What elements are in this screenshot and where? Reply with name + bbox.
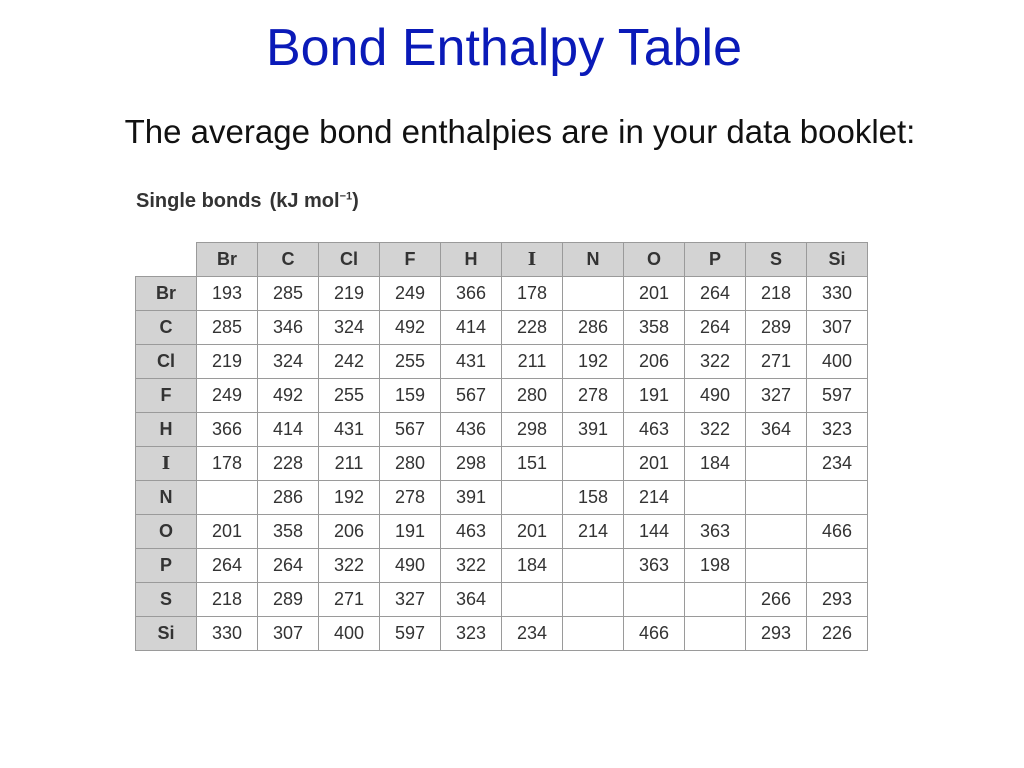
bond-enthalpy-cell: 324: [258, 345, 319, 379]
table-row: [136, 515, 868, 549]
bond-enthalpy-cell: 206: [624, 345, 685, 379]
bond-enthalpy-cell: 264: [258, 549, 319, 583]
bond-enthalpy-cell: 228: [502, 311, 563, 345]
bond-enthalpy-cell: 218: [746, 277, 807, 311]
bond-enthalpy-cell: 271: [746, 345, 807, 379]
bond-enthalpy-cell: 218: [197, 583, 258, 617]
bond-enthalpy-cell: 327: [380, 583, 441, 617]
bond-enthalpy-cell: [685, 481, 746, 515]
bond-enthalpy-cell: 391: [563, 413, 624, 447]
bond-enthalpy-cell: 242: [319, 345, 380, 379]
bond-enthalpy-cell: 249: [380, 277, 441, 311]
bond-enthalpy-cell: [563, 447, 624, 481]
col-header: Si: [807, 243, 868, 277]
bond-enthalpy-cell: 219: [197, 345, 258, 379]
bond-enthalpy-cell: [685, 617, 746, 651]
bond-enthalpy-cell: [746, 549, 807, 583]
row-header: Si: [136, 617, 197, 651]
bond-enthalpy-cell: 597: [807, 379, 868, 413]
bond-enthalpy-cell: [746, 481, 807, 515]
row-header: O: [136, 515, 197, 549]
corner-cell: [136, 243, 197, 277]
col-header: Br: [197, 243, 258, 277]
bond-enthalpy-cell: 330: [197, 617, 258, 651]
bond-enthalpy-cell: 214: [563, 515, 624, 549]
bond-enthalpy-cell: 192: [563, 345, 624, 379]
bond-enthalpy-cell: 298: [502, 413, 563, 447]
bond-enthalpy-cell: [563, 583, 624, 617]
bond-enthalpy-cell: [746, 515, 807, 549]
bond-enthalpy-cell: [807, 549, 868, 583]
bond-enthalpy-cell: 293: [746, 617, 807, 651]
col-header: S: [746, 243, 807, 277]
bond-enthalpy-cell: 436: [441, 413, 502, 447]
bond-enthalpy-cell: 285: [258, 277, 319, 311]
bond-enthalpy-cell: [563, 277, 624, 311]
bond-enthalpy-cell: 323: [807, 413, 868, 447]
bond-enthalpy-cell: 327: [746, 379, 807, 413]
bond-enthalpy-cell: 280: [502, 379, 563, 413]
bond-enthalpy-cell: 249: [197, 379, 258, 413]
bond-enthalpy-cell: 307: [258, 617, 319, 651]
bond-enthalpy-cell: 285: [197, 311, 258, 345]
bond-enthalpy-cell: 414: [258, 413, 319, 447]
bond-enthalpy-cell: 293: [807, 583, 868, 617]
bond-enthalpy-cell: 184: [502, 549, 563, 583]
bond-enthalpy-cell: 264: [685, 277, 746, 311]
bond-enthalpy-cell: 391: [441, 481, 502, 515]
bond-enthalpy-cell: 463: [624, 413, 685, 447]
bond-enthalpy-cell: 234: [502, 617, 563, 651]
bond-enthalpy-cell: 490: [685, 379, 746, 413]
bond-enthalpy-cell: 266: [746, 583, 807, 617]
bond-enthalpy-cell: 366: [197, 413, 258, 447]
bond-enthalpy-cell: 358: [624, 311, 685, 345]
bond-enthalpy-cell: 264: [197, 549, 258, 583]
unit-exponent: −1: [339, 190, 353, 203]
bond-enthalpy-cell: 201: [502, 515, 563, 549]
col-header: F: [380, 243, 441, 277]
bond-enthalpy-table: [135, 242, 868, 651]
table-row: [136, 345, 868, 379]
slide-title: Bond Enthalpy Table: [265, 19, 743, 77]
row-header: N: [136, 481, 197, 515]
bond-enthalpy-cell: 597: [380, 617, 441, 651]
bond-enthalpy-cell: 228: [258, 447, 319, 481]
table-row: [136, 617, 868, 651]
bond-enthalpy-cell: 358: [258, 515, 319, 549]
row-header: Cl: [136, 345, 197, 379]
col-header: Cl: [319, 243, 380, 277]
bond-enthalpy-cell: 286: [258, 481, 319, 515]
bond-enthalpy-cell: 322: [685, 413, 746, 447]
bond-enthalpy-cell: [624, 583, 685, 617]
bond-enthalpy-cell: [563, 617, 624, 651]
bond-enthalpy-cell: 431: [319, 413, 380, 447]
bond-enthalpy-cell: 466: [624, 617, 685, 651]
bond-enthalpy-cell: 364: [441, 583, 502, 617]
bond-enthalpy-cell: 490: [380, 549, 441, 583]
bond-enthalpy-cell: 330: [807, 277, 868, 311]
bond-enthalpy-cell: 219: [319, 277, 380, 311]
col-header: O: [624, 243, 685, 277]
table-body: [136, 277, 868, 651]
bond-enthalpy-cell: 201: [197, 515, 258, 549]
row-header: P: [136, 549, 197, 583]
table-row: [136, 413, 868, 447]
bond-enthalpy-cell: 191: [624, 379, 685, 413]
row-header: I: [136, 447, 197, 481]
table-row: [136, 549, 868, 583]
row-header: S: [136, 583, 197, 617]
bond-enthalpy-cell: 144: [624, 515, 685, 549]
bond-enthalpy-cell: 198: [685, 549, 746, 583]
bond-enthalpy-cell: 193: [197, 277, 258, 311]
bond-enthalpy-cell: 178: [502, 277, 563, 311]
table-caption: [136, 190, 359, 213]
bond-enthalpy-cell: 178: [197, 447, 258, 481]
bond-enthalpy-cell: 234: [807, 447, 868, 481]
bond-enthalpy-cell: 211: [319, 447, 380, 481]
unit-prefix: (kJ mol: [269, 190, 340, 212]
table-row: [136, 277, 868, 311]
bond-enthalpy-cell: 159: [380, 379, 441, 413]
col-header: H: [441, 243, 502, 277]
row-header: F: [136, 379, 197, 413]
header-row: [136, 243, 868, 277]
bond-enthalpy-cell: 400: [319, 617, 380, 651]
bond-enthalpy-cell: 191: [380, 515, 441, 549]
bond-enthalpy-cell: 567: [380, 413, 441, 447]
bond-enthalpy-cell: 431: [441, 345, 502, 379]
row-header: C: [136, 311, 197, 345]
bond-enthalpy-cell: 151: [502, 447, 563, 481]
bond-enthalpy-cell: [807, 481, 868, 515]
table-row: [136, 379, 868, 413]
bond-enthalpy-cell: 211: [502, 345, 563, 379]
bond-enthalpy-cell: 192: [319, 481, 380, 515]
bond-enthalpy-cell: 322: [685, 345, 746, 379]
col-header: N: [563, 243, 624, 277]
bond-enthalpy-cell: 567: [441, 379, 502, 413]
bond-enthalpy-cell: 158: [563, 481, 624, 515]
bond-enthalpy-cell: [502, 583, 563, 617]
bond-enthalpy-cell: 400: [807, 345, 868, 379]
bond-enthalpy-cell: 414: [441, 311, 502, 345]
bond-enthalpy-cell: 206: [319, 515, 380, 549]
bond-enthalpy-cell: 201: [624, 447, 685, 481]
bond-enthalpy-cell: [746, 447, 807, 481]
bond-enthalpy-cell: 278: [563, 379, 624, 413]
bond-enthalpy-cell: 298: [441, 447, 502, 481]
bond-enthalpy-cell: 289: [258, 583, 319, 617]
bond-enthalpy-cell: 324: [319, 311, 380, 345]
bond-enthalpy-cell: 255: [319, 379, 380, 413]
table-row: [136, 447, 868, 481]
col-header: I: [502, 243, 563, 277]
table-row: [136, 311, 868, 345]
bond-enthalpy-cell: 264: [685, 311, 746, 345]
bond-enthalpy-cell: 366: [441, 277, 502, 311]
bond-enthalpy-cell: 492: [380, 311, 441, 345]
bond-enthalpy-cell: 322: [319, 549, 380, 583]
bond-enthalpy-cell: 226: [807, 617, 868, 651]
bond-enthalpy-cell: 286: [563, 311, 624, 345]
bond-enthalpy-cell: [197, 481, 258, 515]
bond-enthalpy-cell: 466: [807, 515, 868, 549]
row-header: Br: [136, 277, 197, 311]
bond-enthalpy-cell: 184: [685, 447, 746, 481]
table-row: [136, 583, 868, 617]
bond-enthalpy-cell: 255: [380, 345, 441, 379]
bond-enthalpy-cell: 364: [746, 413, 807, 447]
bond-enthalpy-cell: 289: [746, 311, 807, 345]
bond-enthalpy-cell: 492: [258, 379, 319, 413]
row-header: H: [136, 413, 197, 447]
bond-enthalpy-cell: 463: [441, 515, 502, 549]
bond-enthalpy-cell: 346: [258, 311, 319, 345]
bond-enthalpy-cell: 280: [380, 447, 441, 481]
bond-enthalpy-cell: 322: [441, 549, 502, 583]
col-header: P: [685, 243, 746, 277]
bond-enthalpy-cell: 307: [807, 311, 868, 345]
bond-enthalpy-cell: 201: [624, 277, 685, 311]
table-row: [136, 481, 868, 515]
bond-enthalpy-cell: [502, 481, 563, 515]
unit-suffix: ): [352, 190, 359, 212]
bond-enthalpy-cell: [685, 583, 746, 617]
bond-enthalpy-cell: [563, 549, 624, 583]
col-header: C: [258, 243, 319, 277]
bond-enthalpy-cell: 271: [319, 583, 380, 617]
bond-enthalpy-cell: 323: [441, 617, 502, 651]
bond-enthalpy-cell: 214: [624, 481, 685, 515]
bond-enthalpy-cell: 363: [685, 515, 746, 549]
bond-enthalpy-cell: 363: [624, 549, 685, 583]
bond-enthalpy-cell: 278: [380, 481, 441, 515]
slide-subtitle: The average bond enthalpies are in your data booklet:: [124, 113, 916, 150]
caption-text: Single bonds: [136, 190, 262, 212]
